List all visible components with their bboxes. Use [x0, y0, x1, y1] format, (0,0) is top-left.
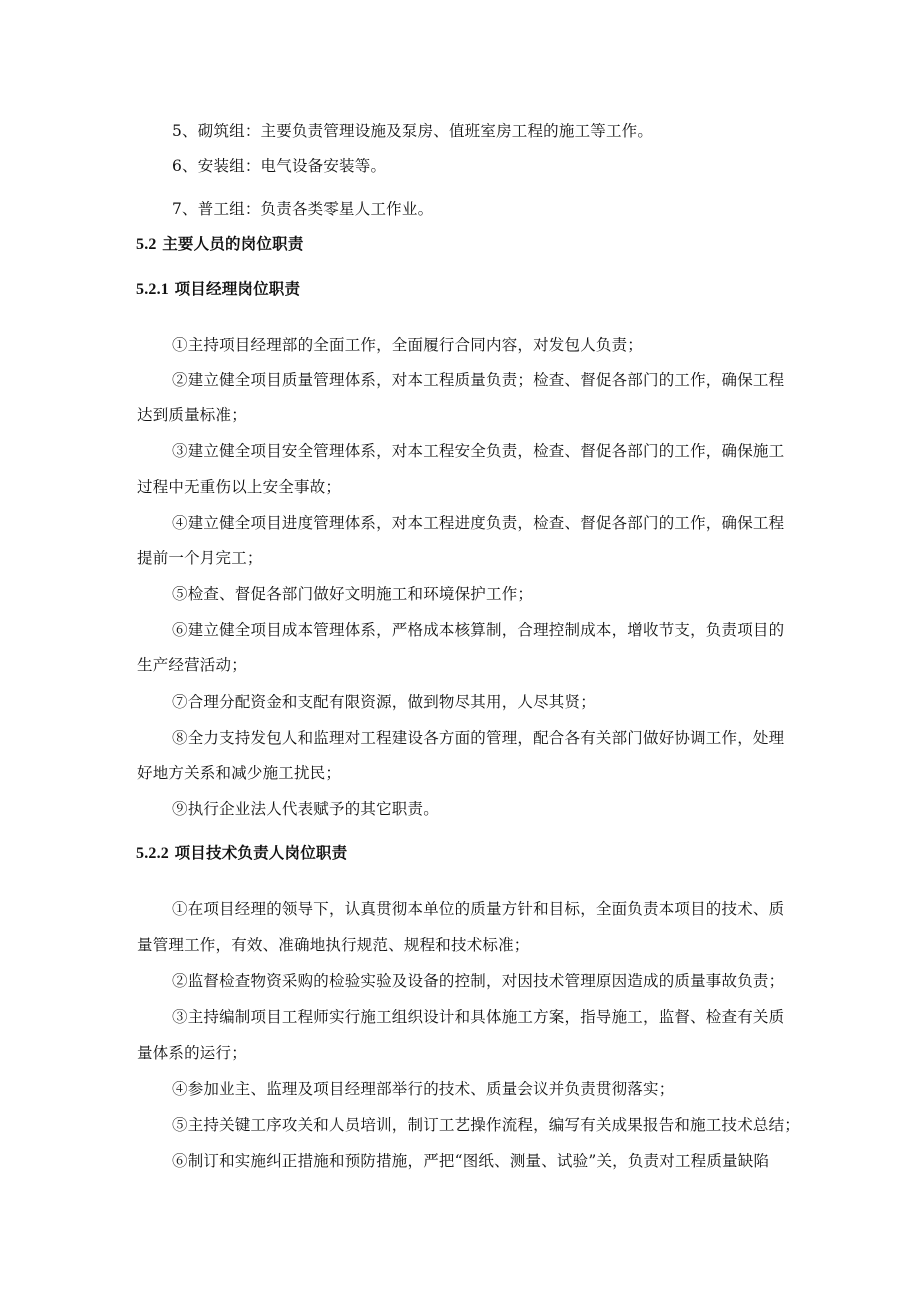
duty-item: ⑥制订和实施纠正措施和预防措施，严把“图纸、测量、试验”关，负责对工程质量缺陷: [172, 1152, 770, 1170]
crew-item-installation: 6、安装组：电气设备安装等。: [172, 157, 387, 175]
duty-item: ①在项目经理的领导下，认真贯彻本单位的质量方针和目标，全面负责本项目的技术、质: [172, 900, 785, 918]
section-title: 项目技术负责人岗位职责: [174, 843, 348, 862]
duty-item: ③建立健全项目安全管理体系，对本工程安全负责，检查、督促各部门的工作，确保施工: [172, 442, 785, 460]
duty-item: ④建立健全项目进度管理体系，对本工程进度负责，检查、督促各部门的工作，确保工程: [172, 514, 785, 532]
duty-item: ②建立健全项目质量管理体系，对本工程质量负责；检查、督促各部门的工作，确保工程: [172, 371, 785, 389]
duty-item-continuation: 达到质量标准；: [137, 406, 247, 424]
duty-item: ⑨执行企业法人代表赋予的其它职责。: [172, 800, 439, 818]
duty-item: ①主持项目经理部的全面工作，全面履行合同内容，对发包人负责；: [172, 336, 644, 354]
crew-item-general-labor: 7、普工组：负责各类零星人工作业。: [172, 200, 434, 218]
duty-item-continuation: 量管理工作，有效、准确地执行规范、规程和技术标准；: [137, 936, 530, 954]
duty-item: ⑦合理分配资金和支配有限资源，做到物尽其用，人尽其贤；: [172, 693, 596, 711]
section-heading-5-2-1: [136, 279, 300, 300]
duty-item-continuation: 量体系的运行；: [137, 1044, 247, 1062]
duty-item: ④参加业主、监理及项目经理部举行的技术、质量会议并负责贯彻落实；: [172, 1080, 675, 1098]
section-heading-5-2: [136, 234, 304, 255]
duty-item: ③主持编制项目工程师实行施工组织设计和具体施工方案，指导施工，监督、检查有关质: [172, 1008, 785, 1026]
section-heading-5-2-2: [136, 843, 347, 864]
section-title: 项目经理岗位职责: [174, 279, 301, 298]
duty-item-continuation: 好地方关系和减少施工扰民；: [137, 764, 342, 782]
duty-item-continuation: 提前一个月完工；: [137, 549, 263, 567]
duty-item: ⑤检查、督促各部门做好文明施工和环境保护工作；: [172, 585, 534, 603]
duty-item: ⑧全力支持发包人和监理对工程建设各方面的管理，配合各有关部门做好协调工作，处理: [172, 729, 785, 747]
duty-item-continuation: 生产经营活动；: [137, 656, 247, 674]
duty-item: ⑥建立健全项目成本管理体系，严格成本核算制，合理控制成本，增收节支，负责项目的: [172, 621, 785, 639]
section-title: 主要人员的岗位职责: [162, 234, 304, 253]
duty-item: ②监督检查物资采购的检验实验及设备的控制，对因技术管理原因造成的质量事故负责；: [172, 972, 785, 990]
crew-item-masonry: 5、砌筑组：主要负责管理设施及泵房、值班室房工程的施工等工作。: [172, 122, 654, 140]
section-number: 5.2.1: [136, 281, 169, 298]
section-number: 5.2.2: [136, 845, 169, 862]
section-number: 5.2: [136, 236, 157, 253]
duty-item-continuation: 过程中无重伤以上安全事故；: [137, 478, 342, 496]
duty-item: ⑤主持关键工序攻关和人员培训，制订工艺操作流程，编写有关成果报告和施工技术总结；: [172, 1116, 801, 1134]
